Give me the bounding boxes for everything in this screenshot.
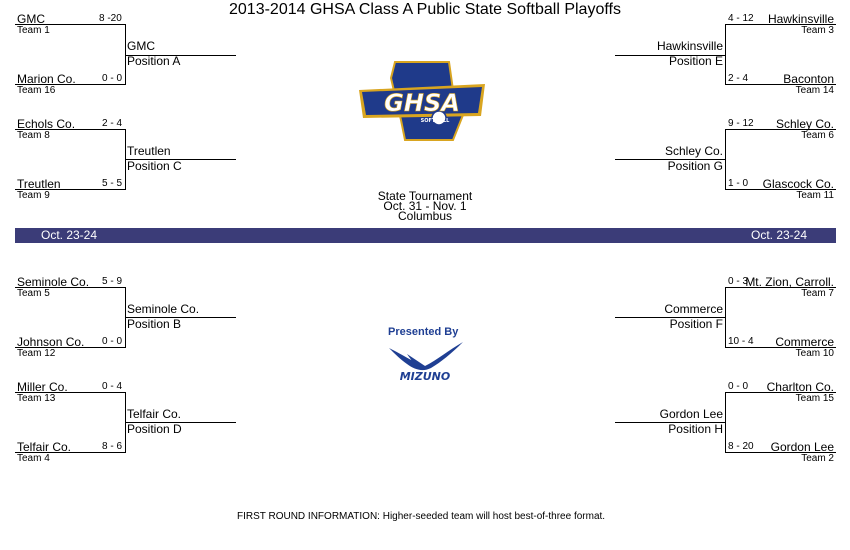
logo-text: GHSA [384, 89, 460, 117]
mizuno-runbird-icon [387, 340, 465, 382]
presented-by: Presented By [388, 326, 459, 338]
team-seed: Team 9 [17, 190, 50, 201]
position-label: Position F [669, 317, 723, 331]
state-tournament-title: State Tournament [377, 189, 473, 203]
bracket-line [15, 452, 126, 453]
winner-name: Telfair Co. [127, 407, 182, 421]
ghsa-logo [357, 60, 487, 142]
series-score: 10 - 4 [728, 336, 754, 347]
georgia-map-icon [357, 60, 487, 142]
winner-name: Treutlen [127, 144, 171, 158]
series-score: 0 - 0 [102, 336, 123, 347]
first-round-date-right: Oct. 23-24 [751, 228, 808, 242]
position-label: Position A [127, 54, 181, 68]
team-name: Johnson Co. [17, 335, 85, 349]
position-label: Position C [127, 159, 182, 173]
bracket-line [15, 129, 126, 130]
team-seed: Team 14 [795, 85, 834, 96]
winner-name: Hawkinsville [656, 39, 723, 53]
position-label: Position B [127, 317, 182, 331]
bracket-line [725, 287, 836, 288]
team-seed: Team 16 [17, 85, 56, 96]
bracket-line [725, 347, 836, 348]
series-score: 0 - 3 [728, 276, 749, 287]
series-score: 0 - 4 [102, 381, 123, 392]
bracket-line [725, 24, 836, 25]
first-round-date-left: Oct. 23-24 [41, 228, 98, 242]
team-seed: Team 7 [801, 288, 834, 299]
team-seed: Team 11 [796, 190, 834, 201]
series-score: 2 - 4 [102, 118, 123, 129]
state-tournament-location: Columbus [397, 209, 453, 223]
bracket-line [15, 347, 126, 348]
bracket-line [15, 84, 126, 85]
team-seed: Team 15 [795, 393, 834, 404]
team-seed: Team 3 [801, 25, 834, 36]
team-seed: Team 8 [17, 130, 50, 141]
team-seed: Team 12 [17, 348, 56, 359]
team-name: Glascock Co. [762, 177, 834, 191]
series-score: 2 - 4 [728, 73, 749, 84]
team-name: Treutlen [17, 177, 61, 191]
team-name: Gordon Lee [770, 440, 834, 454]
series-score: 0 - 0 [102, 73, 123, 84]
series-score: 5 - 9 [102, 276, 123, 287]
team-seed: Team 1 [17, 25, 50, 36]
winner-name: GMC [127, 39, 155, 53]
team-name: Telfair Co. [17, 440, 72, 454]
team-name: Mt. Zion, Carroll. [745, 275, 834, 289]
bracket-line [15, 287, 126, 288]
team-name: GMC [17, 12, 45, 26]
logo-subtext: SOFTBALL [420, 118, 450, 124]
series-score: 8 -20 [99, 13, 122, 24]
winner-name: Seminole Co. [127, 302, 200, 316]
team-name: Miller Co. [17, 380, 68, 394]
team-name: Hawkinsville [767, 12, 834, 26]
winner-name: Schley Co. [664, 144, 723, 158]
winner-name: Commerce [664, 302, 723, 316]
winner-name: Gordon Lee [659, 407, 723, 421]
first-round-band [15, 228, 836, 243]
footer-note: FIRST ROUND INFORMATION: Higher-seeded team will host best-of-three format. [237, 511, 606, 522]
state-tournament-dates: Oct. 31 - Nov. 1 [383, 199, 467, 213]
team-name: Schley Co. [775, 117, 834, 131]
team-seed: Team 5 [17, 288, 50, 299]
team-name: Baconton [783, 72, 834, 86]
bracket-line [15, 24, 126, 25]
bracket-line [725, 189, 836, 190]
position-label: Position D [127, 422, 182, 436]
bracket-line [15, 392, 126, 393]
team-seed: Team 13 [17, 393, 56, 404]
team-name: Marion Co. [17, 72, 76, 86]
position-label: Position E [668, 54, 723, 68]
series-score: 9 - 12 [728, 118, 754, 129]
mizuno-logo [387, 340, 465, 382]
series-score: 8 - 6 [102, 441, 123, 452]
bracket-line [725, 129, 836, 130]
team-name: Commerce [775, 335, 834, 349]
series-score: 4 - 12 [728, 13, 754, 24]
series-score: 8 - 20 [728, 441, 754, 452]
bracket-line [725, 452, 836, 453]
position-label: Position H [668, 422, 723, 436]
team-name: Seminole Co. [17, 275, 90, 289]
team-seed: Team 4 [17, 453, 50, 464]
bracket-line [725, 84, 836, 85]
bracket-line [725, 392, 836, 393]
sponsor-name: MIZUNO [399, 370, 451, 382]
team-name: Echols Co. [17, 117, 76, 131]
position-label: Position G [667, 159, 723, 173]
series-score: 5 - 5 [102, 178, 123, 189]
state-tournament-info [345, 191, 505, 221]
team-seed: Team 2 [801, 453, 834, 464]
team-name: Charlton Co. [766, 380, 834, 394]
team-seed: Team 10 [795, 348, 834, 359]
bracket-line [15, 189, 126, 190]
team-seed: Team 6 [801, 130, 834, 141]
series-score: 1 - 0 [728, 178, 749, 189]
page-title: 2013-2014 GHSA Class A Public State Softball Playoffs [229, 1, 621, 18]
series-score: 0 - 0 [728, 381, 749, 392]
